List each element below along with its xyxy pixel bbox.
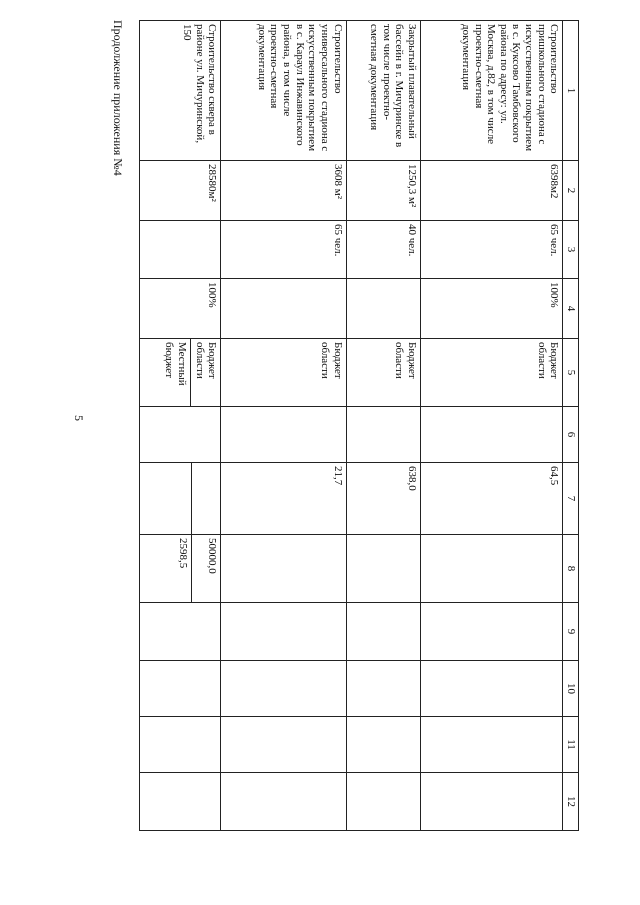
- rotated-table-container: [139, 20, 579, 830]
- cell-col-8: [221, 535, 346, 603]
- column-header-7: 7: [563, 463, 579, 535]
- cell-col-5-line-1: Бюджет области: [193, 342, 219, 379]
- column-header-2: 2: [563, 161, 579, 221]
- cell-col-10: [421, 661, 563, 717]
- cell-col-8: [421, 535, 563, 603]
- column-header-9: 9: [563, 603, 579, 661]
- cell-col-6: [421, 407, 563, 463]
- cell-col-11: [140, 717, 221, 773]
- cell-col-1: Строительство универсального стадиона с искусственным покрытием в с. Караул Инжавинского района, в том числе проектно-сметная документация: [221, 21, 346, 161]
- cell-col-9: [221, 603, 346, 661]
- cell-col-1: Закрытый плавательный бассейн в г. Мичуринске в том числе проектно-сметная документация: [346, 21, 421, 161]
- table-row: [221, 21, 346, 831]
- cell-col-6: [221, 407, 346, 463]
- cell-col-8-line-1: 50000,0: [206, 538, 219, 574]
- table-row: [421, 21, 563, 831]
- cell-col-3: 40 чел.: [346, 221, 421, 279]
- cell-col-7-line-1: [194, 466, 218, 531]
- page-number: 5: [72, 415, 86, 421]
- column-header-5: 5: [563, 339, 579, 407]
- cell-col-8: [140, 535, 221, 603]
- column-header-3: 3: [563, 221, 579, 279]
- column-header-12: 12: [563, 773, 579, 831]
- cell-col-3: [140, 221, 221, 279]
- cell-col-12: [421, 773, 563, 831]
- cell-col-7-line-2: [165, 463, 192, 534]
- cell-col-11: [421, 717, 563, 773]
- cell-col-7: [421, 463, 563, 535]
- cell-col-3: 65 чел.: [421, 221, 563, 279]
- column-header-6: 6: [563, 407, 579, 463]
- cell-col-7-line-1: 64,5: [548, 466, 561, 486]
- cell-col-5-line-1: Бюджет области: [318, 342, 344, 379]
- cell-col-11: [221, 717, 346, 773]
- column-header-8: 8: [563, 535, 579, 603]
- cell-col-1: Строительство пришкольного стадиона с искусственным покрытием в с. Куксово Тамбовского района по адресу: ул. Москва, д.82, в том числе проектно-сметная документация: [421, 21, 563, 161]
- cell-col-10: [221, 661, 346, 717]
- cell-col-7: [221, 463, 346, 535]
- cell-col-3: 65 чел.: [221, 221, 346, 279]
- header-row: [563, 21, 579, 831]
- column-header-4: 4: [563, 279, 579, 339]
- cell-col-2: 28580м²: [140, 161, 221, 221]
- cell-col-10: [140, 661, 221, 717]
- cell-col-5-line-1: Бюджет области: [393, 342, 419, 379]
- cell-col-8-line-1: [394, 538, 418, 599]
- cell-col-7: [140, 463, 221, 535]
- cell-col-7: [346, 463, 421, 535]
- cell-col-2: 1250,3 м²: [346, 161, 421, 221]
- table-body: [140, 21, 563, 831]
- cell-col-6: [346, 407, 421, 463]
- cell-col-6: [140, 407, 221, 463]
- cell-col-9: [421, 603, 563, 661]
- cell-col-12: [346, 773, 421, 831]
- cell-col-8-line-1: [320, 538, 344, 599]
- cell-col-11: [346, 717, 421, 773]
- appendix-caption: Продолжение приложения №4: [111, 20, 125, 176]
- cell-col-12: [140, 773, 221, 831]
- cell-col-5: [346, 339, 421, 407]
- cell-col-7-line-1: 21,7: [331, 466, 344, 486]
- cell-col-4: [221, 279, 346, 339]
- cell-col-9: [346, 603, 421, 661]
- cell-col-9: [140, 603, 221, 661]
- cell-col-12: [221, 773, 346, 831]
- column-header-10: 10: [563, 661, 579, 717]
- cell-col-8: [346, 535, 421, 603]
- cell-col-8-line-2: 2598,5: [165, 535, 192, 602]
- appendix-table: [139, 20, 579, 831]
- cell-col-4: [346, 279, 421, 339]
- cell-col-4: 100%: [140, 279, 221, 339]
- cell-col-4: 100%: [421, 279, 563, 339]
- cell-col-5: [421, 339, 563, 407]
- cell-col-5: [221, 339, 346, 407]
- cell-col-5: [140, 339, 221, 407]
- cell-col-1: Строительство сквера в районе ул. Мичуринской, 150: [140, 21, 221, 161]
- table-row: [140, 21, 221, 831]
- cell-col-2: 3608 м²: [221, 161, 346, 221]
- column-header-11: 11: [563, 717, 579, 773]
- cell-col-7-line-1: 638,0: [406, 466, 419, 491]
- cell-col-5-line-2: Местный бюджет: [163, 339, 191, 406]
- cell-col-5-line-1: Бюджет области: [535, 342, 561, 379]
- table-row: [346, 21, 421, 831]
- cell-col-2: 6398м2: [421, 161, 563, 221]
- cell-col-8-line-1: [536, 538, 560, 599]
- column-header-1: 1: [563, 21, 579, 161]
- cell-col-10: [346, 661, 421, 717]
